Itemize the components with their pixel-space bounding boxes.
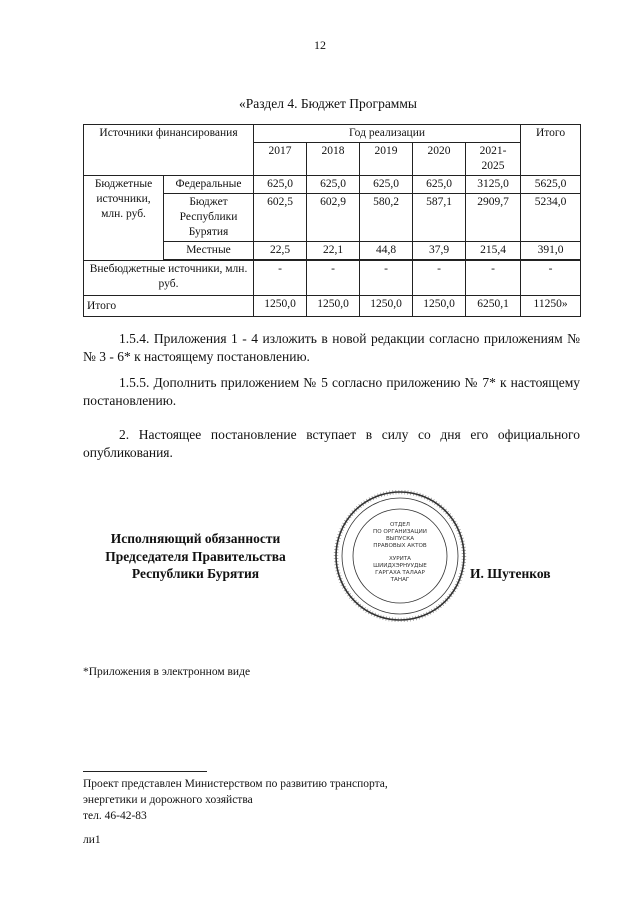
value-cell: 6250,1 (466, 296, 521, 317)
extra-sources-label: Внебюджетные источники, млн. руб. (84, 260, 254, 296)
year-cell: 2020 (413, 143, 466, 176)
value-cell: 44,8 (360, 242, 413, 261)
footer-divider (83, 771, 207, 772)
value-cell: 625,0 (307, 176, 360, 194)
page-number: 12 (314, 38, 326, 52)
value-cell: 11250» (521, 296, 581, 317)
value-cell: - (360, 260, 413, 296)
value-cell: - (466, 260, 521, 296)
value-cell: 391,0 (521, 242, 581, 261)
footer-line: Проект представлен Министерством по развитию транспорта, (83, 778, 388, 790)
stamp-text: ОТДЕЛ (390, 522, 410, 528)
value-cell: 580,2 (360, 194, 413, 242)
value-cell: - (254, 260, 307, 296)
footer-line: тел. 46-42-83 (83, 810, 147, 822)
stamp-text: ТАНАГ (390, 577, 410, 583)
table-row (84, 260, 581, 296)
value-cell: 602,5 (254, 194, 307, 242)
stamp-text: ШИИДХЭРНУУДЫЕ (373, 563, 427, 569)
table-row (84, 296, 581, 317)
paragraph-1-5-4: 1.5.4. Приложения 1 - 4 изложить в новой редакции согласно приложениям №№ 3 - 6* к настоящему постановлению. (83, 331, 580, 364)
value-cell: 1250,0 (360, 296, 413, 317)
value-cell: 625,0 (413, 176, 466, 194)
year-cell: 2021- 2025 (466, 143, 521, 176)
value-cell: 22,1 (307, 242, 360, 261)
value-cell: 5625,0 (521, 176, 581, 194)
total-label: Итого (84, 296, 254, 317)
budget-table (83, 124, 581, 317)
value-cell: 602,9 (307, 194, 360, 242)
year-cell: 2017 (254, 143, 307, 176)
year-cell: 2018 (307, 143, 360, 176)
value-cell: 625,0 (360, 176, 413, 194)
value-cell: 22,5 (254, 242, 307, 261)
value-cell: 1250,0 (307, 296, 360, 317)
value-cell: - (307, 260, 360, 296)
official-stamp (330, 490, 470, 622)
row-label: Бюджет Республики Бурятия (164, 194, 254, 242)
value-cell: - (413, 260, 466, 296)
value-cell: 1250,0 (254, 296, 307, 317)
signatory-title (83, 530, 308, 583)
value-cell: 3125,0 (466, 176, 521, 194)
header-sources: Источники финансирования (84, 125, 254, 176)
value-cell: 37,9 (413, 242, 466, 261)
value-cell: 215,4 (466, 242, 521, 261)
section-title: «Раздел 4. Бюджет Программы (239, 96, 417, 111)
footer-line: ли1 (83, 834, 101, 846)
row-label: Местные (164, 242, 254, 261)
signatory-title-line: Исполняющий обязанности (110, 531, 281, 546)
paragraph-2: 2. Настоящее постановление вступает в силу со дня его официального опубликования. (83, 427, 580, 460)
header-total: Итого (521, 125, 581, 176)
table-row (84, 176, 581, 194)
footnote: *Приложения в электронном виде (83, 666, 251, 678)
paragraph-1-5-5: 1.5.5. Дополнить приложением № 5 согласно приложению № 7* к настоящему постановлению. (83, 375, 580, 408)
budget-sources-label: Бюджетные источники, млн. руб. (84, 176, 164, 261)
stamp-text: ПО ОРГАНИЗАЦИИ (373, 529, 427, 535)
year-cell: 2019 (360, 143, 413, 176)
header-year: Год реализации (254, 125, 521, 143)
value-cell: 587,1 (413, 194, 466, 242)
footer-line: энергетики и дорожного хозяйства (83, 794, 253, 806)
value-cell: 625,0 (254, 176, 307, 194)
value-cell: 5234,0 (521, 194, 581, 242)
stamp-text: ПРАВОВЫХ АКТОВ (373, 543, 427, 549)
stamp-text: ХУРИТА (388, 556, 412, 562)
stamp-text: ГАРГАХА ТАЛААР (375, 570, 425, 576)
value-cell: 2909,7 (466, 194, 521, 242)
stamp-text: ВЫПУСКА (385, 536, 415, 542)
footer-note (83, 776, 388, 848)
signatory-name: И. Шутенков (470, 566, 551, 581)
value-cell: - (521, 260, 581, 296)
value-cell: 1250,0 (413, 296, 466, 317)
signatory-title-line: Республики Бурятия (131, 566, 260, 581)
row-label: Федеральные (164, 176, 254, 194)
signatory-title-line: Председателя Правительства (105, 548, 286, 564)
